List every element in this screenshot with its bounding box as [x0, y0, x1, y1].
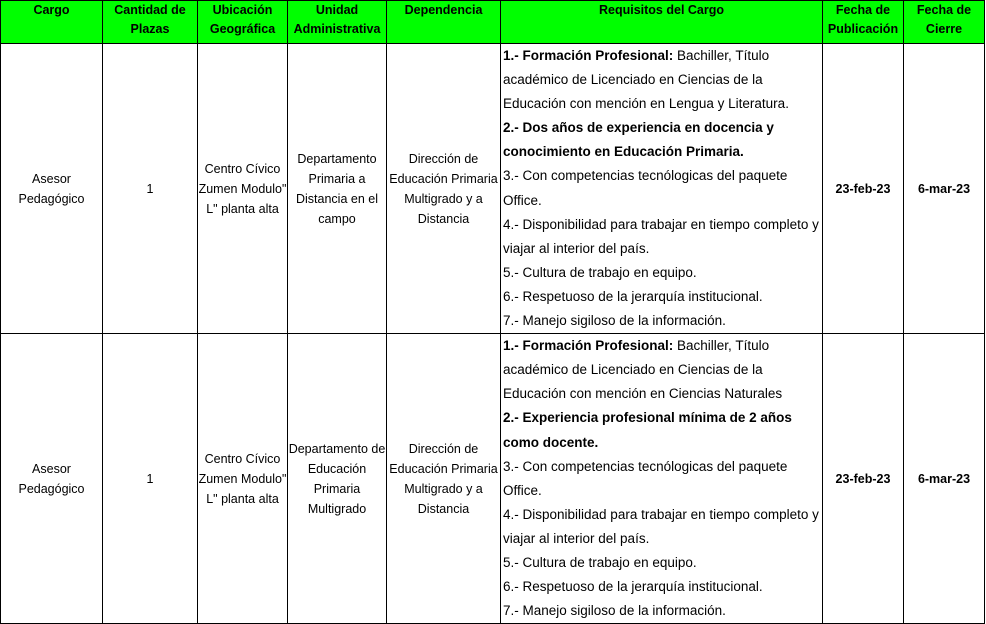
- cell-cantidad: 1: [103, 44, 198, 334]
- req-4: 4.- Disponibilidad para trabajar en tiempo completo y viajar al interior del país.: [503, 506, 819, 546]
- header-row: [1, 1, 985, 44]
- req-3: 3.- Con competencias tecnólogicas del paquete Office.: [503, 458, 788, 498]
- cell-cargo: Asesor Pedagógico: [1, 334, 103, 624]
- header-dependencia: Dependencia: [387, 1, 501, 44]
- req-1-label: 1.- Formación Profesional:: [503, 338, 674, 354]
- req-6: 6.- Respetuoso de la jerarquía institucional.: [503, 579, 763, 595]
- table-row: [1, 334, 985, 624]
- header-requisitos: Requisitos del Cargo: [501, 1, 823, 44]
- cell-cantidad: 1: [103, 334, 198, 624]
- cell-unidad: Departamento Primaria a Distancia en el campo: [288, 44, 387, 334]
- header-cargo: Cargo: [1, 1, 103, 44]
- header-ubicacion: Ubicación Geográfica: [198, 1, 288, 44]
- req-1-label: 1.- Formación Profesional:: [503, 48, 674, 63]
- cell-cierre: 6-mar-23: [904, 334, 985, 624]
- req-2: 2.- Experiencia profesional mínima de 2 años como docente.: [503, 410, 792, 450]
- req-1: [503, 44, 820, 116]
- cell-cargo: Asesor Pedagógico: [1, 44, 103, 334]
- cell-cierre: 6-mar-23: [904, 44, 985, 334]
- cell-dependencia: Dirección de Educación Primaria Multigrado y a Distancia: [387, 44, 501, 334]
- header-unidad: Unidad Administrativa: [288, 1, 387, 44]
- req-1-text: Bachiller, Título académico de Licenciado en Ciencias de la Educación con mención en Ciencias Naturales: [503, 338, 783, 402]
- table-row: [1, 44, 985, 334]
- req-2: 2.- Dos años de experiencia en docencia y conocimiento en Educación Primaria.: [503, 120, 774, 160]
- cell-requisitos: [501, 334, 823, 624]
- req-5: 5.- Cultura de trabajo en equipo.: [503, 264, 697, 280]
- req-1: [503, 334, 820, 406]
- req-7: 7.- Manejo sigiloso de la información.: [503, 603, 726, 619]
- cell-publicacion: 23-feb-23: [823, 44, 904, 334]
- req-1-text: Bachiller, Título académico de Licenciado en Ciencias de la Educación con mención en Lengua y Literatura.: [503, 48, 789, 112]
- header-cantidad: Cantidad de Plazas: [103, 1, 198, 44]
- cell-requisitos: [501, 44, 823, 334]
- cell-dependencia: Dirección de Educación Primaria Multigrado y a Distancia: [387, 334, 501, 624]
- header-cierre: Fecha de Cierre: [904, 1, 985, 44]
- req-4: 4.- Disponibilidad para trabajar en tiempo completo y viajar al interior del país.: [503, 216, 819, 256]
- cell-ubicacion: Centro Cívico Zumen Modulo" L" planta alta: [198, 44, 288, 334]
- req-5: 5.- Cultura de trabajo en equipo.: [503, 554, 697, 570]
- cell-publicacion: 23-feb-23: [823, 334, 904, 624]
- req-3: 3.- Con competencias tecnólogicas del paquete Office.: [503, 168, 788, 208]
- cell-ubicacion: Centro Cívico Zumen Modulo" L" planta alta: [198, 334, 288, 624]
- req-7: 7.- Manejo sigiloso de la información.: [503, 313, 726, 329]
- header-publicacion: Fecha de Publicación: [823, 1, 904, 44]
- cell-unidad: Departamento de Educación Primaria Multigrado: [288, 334, 387, 624]
- req-6: 6.- Respetuoso de la jerarquía institucional.: [503, 288, 763, 304]
